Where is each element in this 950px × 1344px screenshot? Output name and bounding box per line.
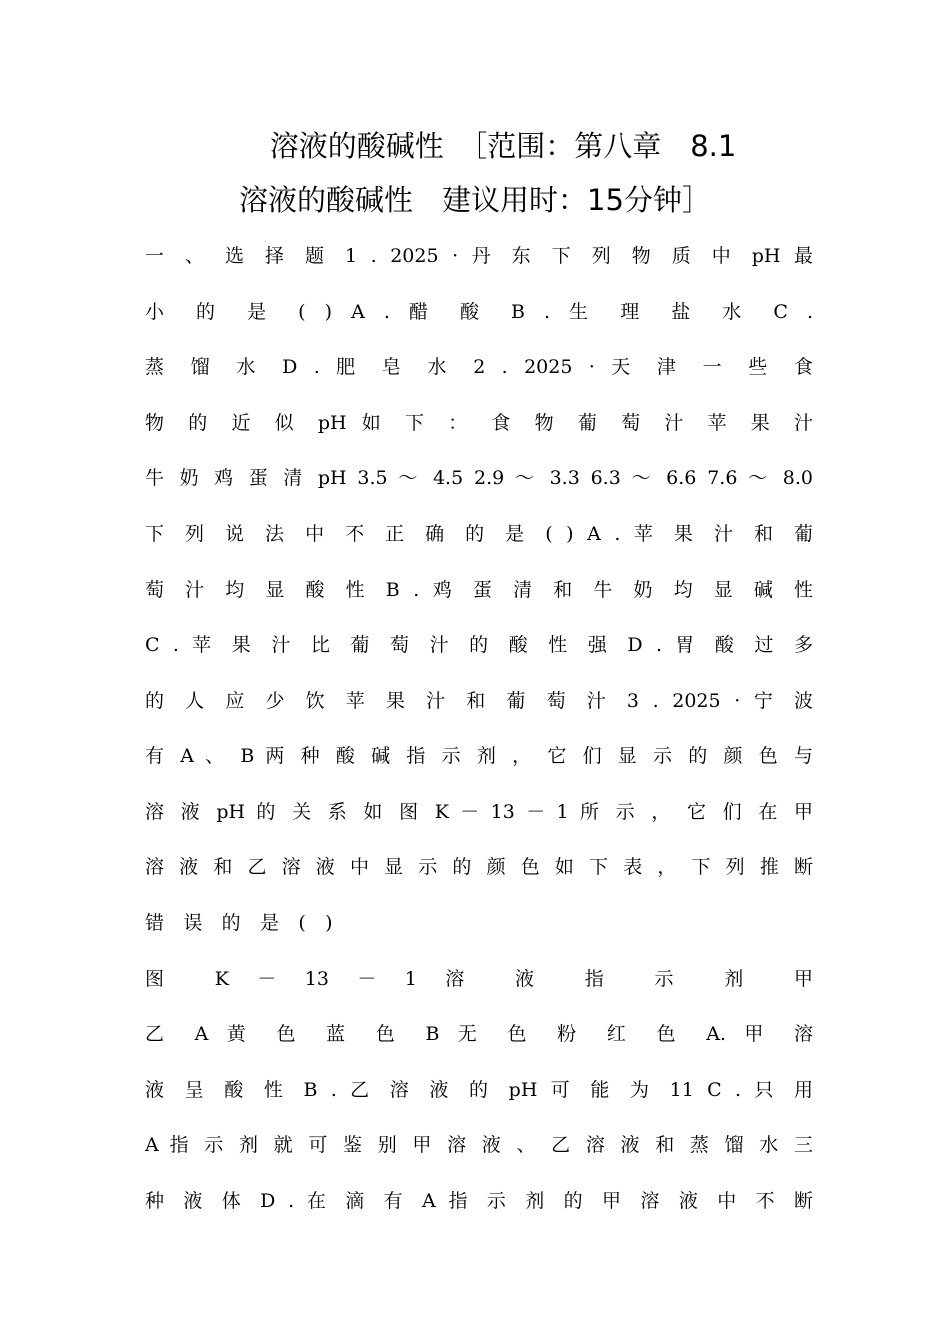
body-text-line: C . 苹 果 汁 比 葡 萄 汁 的 酸 性 强 D . 胃 酸 过 多 bbox=[145, 634, 813, 656]
body-text-line: 蒸 馏 水 D . 肥 皂 水 2 . 2025 · 天 津 一 些 食 bbox=[145, 356, 813, 378]
body-text-line: 乙 A 黄 色 蓝 色 B 无 色 粉 红 色 A. 甲 溶 bbox=[145, 1023, 813, 1045]
document-title-line-1: 溶液的酸碱性 ［范围：第八章 8.1 bbox=[269, 129, 737, 163]
body-text-line: 物 的 近 似 pH 如 下 ： 食 物 葡 萄 汁 苹 果 汁 bbox=[145, 412, 813, 434]
body-text-line: 的 人 应 少 饮 苹 果 汁 和 葡 萄 汁 3 . 2025 · 宁 波 bbox=[145, 690, 813, 712]
body-text-line: 溶 液 pH 的 关 系 如 图 K － 13 － 1 所 示 ， 它 们 在 甲 bbox=[145, 801, 813, 823]
body-text-line: 萄 汁 均 显 酸 性 B . 鸡 蛋 清 和 牛 奶 均 显 碱 性 bbox=[145, 579, 813, 601]
body-text-line: 错 误 的 是 ( ) bbox=[145, 912, 340, 934]
body-text-line: 牛 奶 鸡 蛋 清 pH 3.5 ～ 4.5 2.9 ～ 3.3 6.3 ～ 6.6 7.6 ～ 8.0 bbox=[145, 467, 813, 489]
body-text-line: 一 、 选 择 题 1 . 2025 · 丹 东 下 列 物 质 中 pH 最 bbox=[145, 245, 813, 267]
body-text-line: 图 K － 13 － 1 溶 液 指 示 剂 甲 bbox=[145, 968, 813, 990]
body-text-line: 有 A 、 B 两 种 酸 碱 指 示 剂 ， 它 们 显 示 的 颜 色 与 bbox=[145, 745, 813, 767]
body-text-line: A 指 示 剂 就 可 鉴 别 甲 溶 液 、 乙 溶 液 和 蒸 馏 水 三 bbox=[145, 1134, 813, 1156]
body-text-line: 下 列 说 法 中 不 正 确 的 是 ( ) A . 苹 果 汁 和 葡 bbox=[145, 523, 813, 545]
body-text-line: 液 呈 酸 性 B . 乙 溶 液 的 pH 可 能 为 11 C . 只 用 bbox=[145, 1079, 813, 1101]
document-title-line-2: 溶液的酸碱性 建议用时：15分钟］ bbox=[239, 183, 711, 217]
body-text-line: 种 液 体 D . 在 滴 有 A 指 示 剂 的 甲 溶 液 中 不 断 bbox=[145, 1190, 813, 1212]
body-text-line: 溶 液 和 乙 溶 液 中 显 示 的 颜 色 如 下 表 ， 下 列 推 断 bbox=[145, 856, 813, 878]
body-text-line: 小 的 是 ( ) A . 醋 酸 B . 生 理 盐 水 C . bbox=[145, 301, 813, 323]
